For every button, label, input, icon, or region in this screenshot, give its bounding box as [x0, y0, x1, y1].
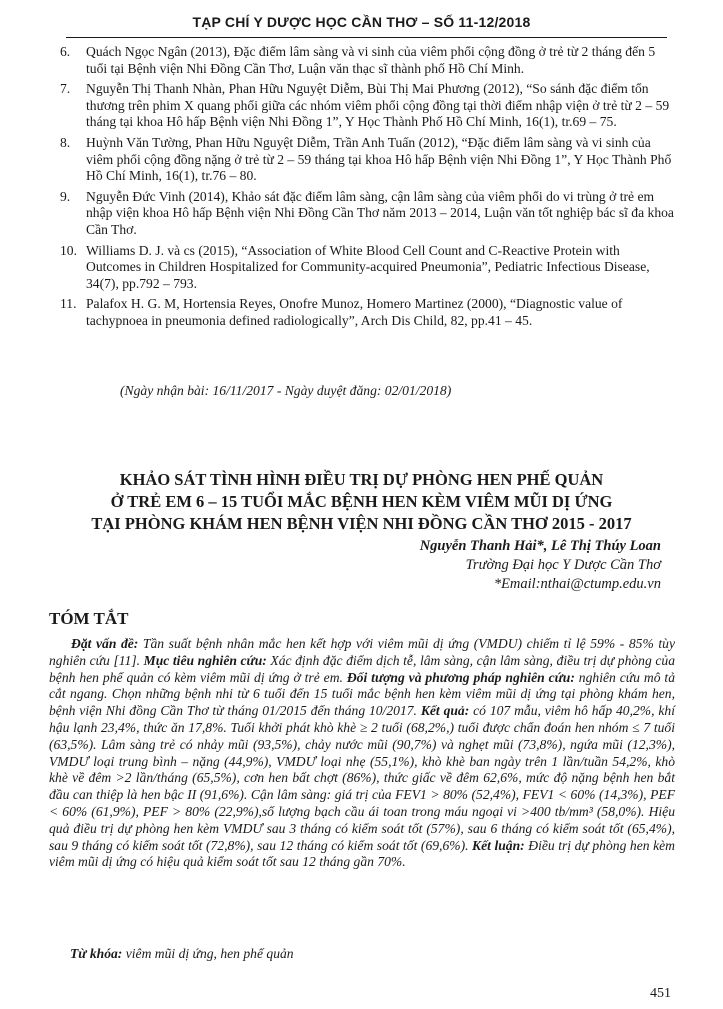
keywords: [70, 946, 294, 962]
reference-item: [60, 243, 677, 293]
header-divider: [66, 37, 667, 38]
keywords-label: Từ khóa:: [70, 946, 123, 961]
corresponding-email: *Email:nthai@ctump.edu.vn: [493, 576, 661, 592]
journal-header: TẠP CHÍ Y DƯỢC HỌC CẦN THƠ – SỐ 11-12/2018: [192, 14, 531, 30]
reference-list: [60, 44, 677, 334]
conclusion-label: Kết luận:: [472, 837, 525, 853]
page-number: 451: [650, 986, 671, 1001]
reference-text: Williams D. J. và cs (2015), “Association of White Blood Cell Count and C-Reactive Protein with Outcomes in Children Hospitalized for Community-acquired Pneumonia”, Pediatric Infectious Disease, 34(7), pp.792 – 793.: [86, 242, 650, 291]
results-label: Kết quả:: [420, 703, 470, 719]
title-line: KHẢO SÁT TÌNH HÌNH ĐIỀU TRỊ DỰ PHÒNG HEN PHẾ QUẢN: [119, 470, 604, 489]
reference-item: [60, 135, 677, 185]
reference-number: 11.: [60, 296, 77, 312]
article-title: [40, 469, 683, 535]
background-label: Đặt vấn đề:: [71, 636, 139, 651]
background-text: Tần suất bệnh nhân mắc hen kết hợp với viêm mũi dị ứng (VMDU) chiếm tỉ lệ 59% - 85% tùy nghiên cứu [11].: [49, 636, 675, 668]
affiliation: Trường Đại học Y Dược Cần Thơ: [465, 557, 661, 573]
abstract-body: [49, 636, 675, 871]
reference-item: [60, 81, 677, 131]
methods-text: nghiên cứu mô tả cắt ngang. Chọn những bệnh nhi từ 6 tuổi đến 15 tuổi mắc bệnh hen kèm viêm mũi dị ứng tại phòng khám hen, bệnh viện Nhi đồng Cần Thơ từ tháng 01/2015 đến tháng 10/2017.: [49, 669, 676, 719]
reference-number: 9.: [60, 188, 71, 204]
results-text: có 107 mẫu, viêm hô hấp 40,2%, khí hậu lạnh 23,4%, thức ăn 17,8%. Tuổi khởi phát khò khè ≥ 2 tuổi (68,2%,) tuổi được chẩn đoán hen nhóm ≤ 7 tuổi (63,5%). Lâm sàng trẻ có nhảy mũi (93,5%), chảy nước mũi (90,7%) và nghẹt mũi (73,8%), ngứa mũi (12,3%), VMDƯ loại trung bình – nặng (44,9%), VMDƯ loại nhẹ (55,1%), khò khè ban ngày trên 1 lần/tuần 54,2%, khò khè về đêm >2 lần/tháng (65,5%), cơn hen bất chợt (86%), thức giấc về đêm 62,6%, mức độ nặng bệnh hen bắt đầu can thiệp là hen bậc II (91,6%). Cận lâm sàng: giá trị của FEV1 > 80% (52,4%), FEV1 < 60% (14,3%), PEF < 60% (61,9%), PEF > 80% (22,9%),số lượng bạch cầu ái toan trong máu ngoại vi >400 tb/mm³ (58,0%). Hiệu quả điều trị dự phòng hen kèm VMDƯ sau 3 tháng có kiểm soát tốt (57%), sau 6 tháng có kiểm soát tốt (65,4%), sau 9 tháng có kiểm soát tốt (72,8%), sau 12 tháng có kiểm soát tốt (69,6%).: [49, 703, 675, 853]
author-block: [420, 537, 661, 594]
reference-number: 10.: [60, 242, 77, 258]
reference-item: [60, 44, 677, 77]
reference-number: 7.: [60, 81, 71, 97]
received-approved-dates: (Ngày nhận bài: 16/11/2017 - Ngày duyệt đăng: 02/01/2018): [120, 383, 452, 398]
reference-item: [60, 189, 677, 239]
title-line: TẠI PHÒNG KHÁM HEN BỆNH VIỆN NHI ĐỒNG CẦN THƠ 2015 - 2017: [91, 514, 632, 533]
reference-text: Nguyễn Thị Thanh Nhàn, Phan Hữu Nguyệt Diễm, Bùi Thị Mai Phương (2012), “So sánh đặc điểm tổn thương trên phim X quang phổi giữa các nhóm viêm phổi cộng đồng tại thời điểm nhập viện ở trẻ từ 2 – 59 tháng tại khoa Hô hấp Bệnh viện Nhi Đồng 1”, Y Học Thành Phố Hồ Chí Minh, 16(1), tr.69 – 75.: [86, 81, 670, 130]
reference-text: Palafox H. G. M, Hortensia Reyes, Onofre Munoz, Homero Martinez (2000), “Diagnostic value of tachypnoea in pneumonia defined radiologically”, Arch Dis Child, 82, pp.41 – 45.: [86, 296, 623, 328]
conclusion-text: Điều trị dự phòng hen kèm viêm mũi dị ứng có hiệu quả kiểm soát tốt sau 12 tháng gần 70%.: [49, 837, 675, 870]
abstract-heading: TÓM TẮT: [49, 609, 129, 628]
author-names: Nguyễn Thanh Hải*, Lê Thị Thúy Loan: [419, 538, 661, 554]
reference-text: Nguyễn Đức Vinh (2014), Khảo sát đặc điểm lâm sàng, cận lâm sàng của viêm phổi do vi trùng ở trẻ em nhập viện khoa Hô hấp Bệnh viện Nhi Đồng Cần Thơ năm 2013 – 2014, Luận văn tốt nghiệp bác sĩ đa khoa Cần Thơ.: [86, 188, 674, 237]
title-line: Ở TRẺ EM 6 – 15 TUỔI MẮC BỆNH HEN KÈM VIÊM MŨI DỊ ỨNG: [110, 492, 613, 511]
methods-label: Đối tượng và phương pháp nghiên cứu:: [346, 669, 575, 685]
keywords-text: viêm mũi dị ứng, hen phế quản: [122, 946, 294, 961]
objective-text: Xác định đặc điểm dịch tễ, lâm sàng, cận lâm sàng, điều trị dự phòng của bệnh hen phế quản có kèm viêm mũi dị ứng ở trẻ em.: [49, 652, 675, 685]
reference-number: 6.: [60, 44, 71, 59]
reference-number: 8.: [60, 134, 71, 150]
objective-label: Mục tiêu nghiên cứu:: [143, 652, 267, 668]
reference-text: Huỳnh Văn Tường, Phan Hữu Nguyệt Diễm, Trần Anh Tuấn (2012), “Đặc điểm lâm sàng và vi sinh của viêm phổi cộng đồng nặng ở trẻ từ 2 – 59 tháng tại khoa Hô hấp Bệnh viện Nhi Đồng 1”, Y Học Thành Phố Hồ Chí Minh, 16(1), tr.76 – 80.: [86, 134, 672, 184]
reference-item: [60, 296, 677, 329]
reference-text: Quách Ngọc Ngân (2013), Đặc điểm lâm sàng và vi sinh của viêm phổi cộng đồng ở trẻ từ 2 tháng đến 5 tuổi tại Bệnh viện Nhi Đồng Cần Thơ, Luận văn thạc sĩ thành phố Hồ Chí Minh.: [86, 44, 656, 76]
